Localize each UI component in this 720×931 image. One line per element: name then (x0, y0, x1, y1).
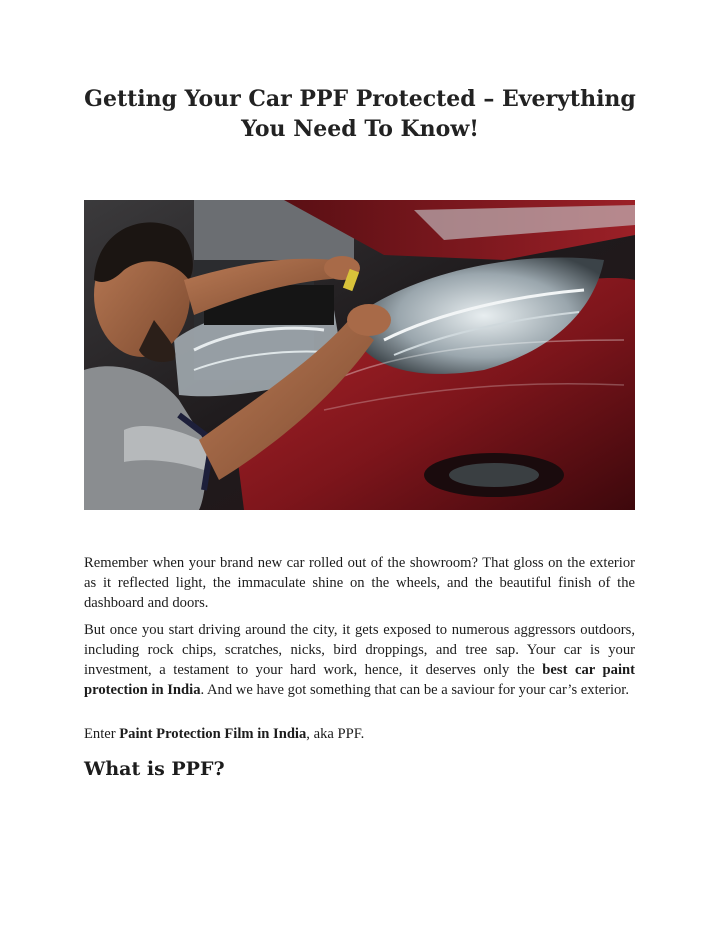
hero-photo (84, 200, 635, 510)
aggressors-paragraph (84, 620, 635, 700)
section-heading: What is PPF? (84, 758, 225, 780)
intro-paragraph: Remember when your brand new car rolled out of the showroom? That gloss on the exterior as it reflected light, the immaculate shine on the wheels, and the beautiful finish of the dashboard and doors. (84, 555, 635, 611)
paragraph-text: , aka PPF. (306, 726, 365, 742)
paragraph-text: But once you start driving around the city, it gets exposed to numerous aggressors outdoors, including rock chips, scratches, nicks, bird droppings, and tree sap. Your car is your investment, a testament to your hard work, hence, it deserves only the (84, 622, 635, 678)
bold-phrase: best car paint protection in India (84, 662, 635, 698)
bold-phrase: Paint Protection Film in India (119, 726, 307, 742)
paragraph-text: Enter (84, 726, 120, 742)
paragraph-text: . And we have got something that can be a saviour for your car’s exterior. (200, 682, 630, 698)
page-title: Getting Your Car PPF Protected – Everything You Need To Know! (84, 86, 636, 142)
enter-ppf-paragraph (84, 724, 635, 744)
